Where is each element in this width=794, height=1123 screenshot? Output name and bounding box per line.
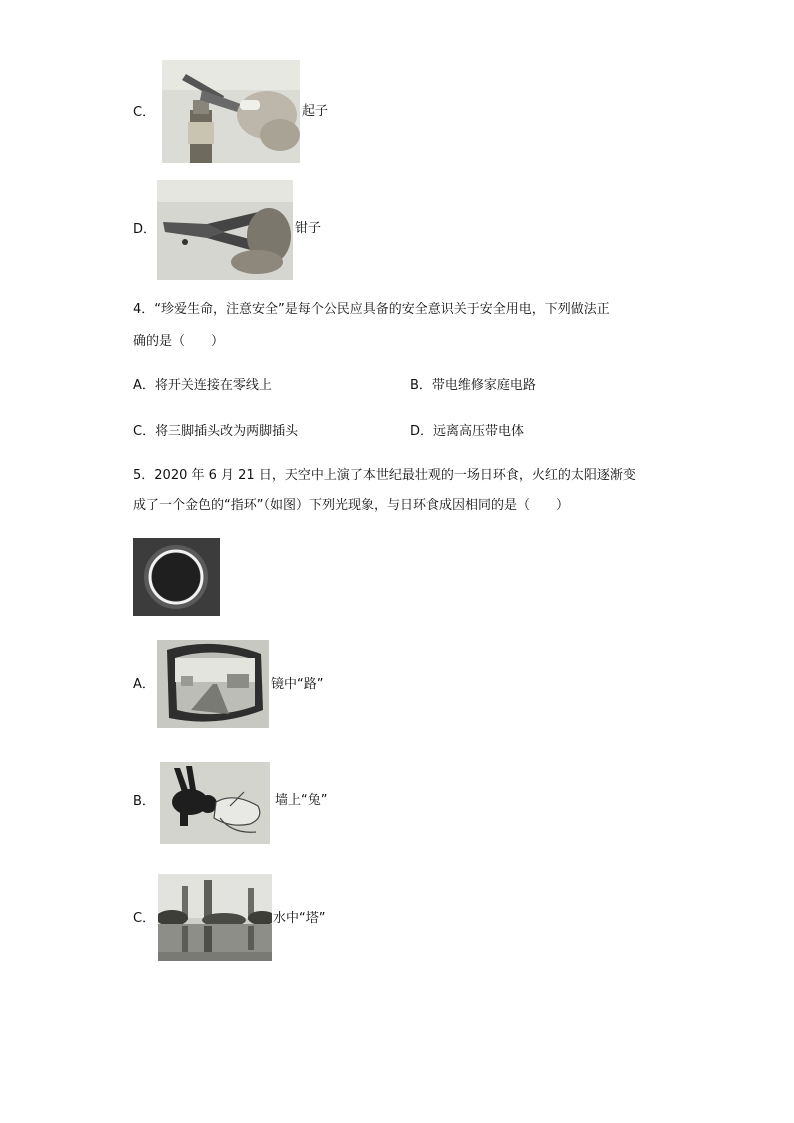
q4-option-d: D．远离高压带电体 bbox=[410, 424, 525, 439]
q3-option-c-letter: C． bbox=[133, 105, 156, 120]
q5-stem-line1: 5．2020 年 6 月 21 日，天空中上演了本世纪最壮观的一场日环食，火红的太阳逐渐变 bbox=[133, 468, 636, 483]
bottle-opener-photo bbox=[162, 60, 300, 163]
annular-eclipse-photo bbox=[133, 538, 220, 616]
pagoda-reflection-photo bbox=[158, 874, 272, 961]
car-mirror-photo bbox=[157, 640, 269, 728]
q5-option-a-letter: A． bbox=[133, 677, 155, 692]
q3-option-d-label: 钳子 bbox=[295, 221, 322, 236]
q3-option-c-label: 起子 bbox=[302, 104, 329, 119]
q4-option-c: C．将三脚插头改为两脚插头 bbox=[133, 424, 299, 439]
q5-option-c-letter: C． bbox=[133, 911, 156, 926]
q5-option-b-letter: B． bbox=[133, 794, 155, 809]
pliers-photo bbox=[157, 180, 293, 280]
q5-option-b-label: 墙上“兔” bbox=[275, 793, 328, 808]
q4-stem-line2: 确的是（ ） bbox=[133, 334, 225, 349]
q5-option-a-label: 镜中“路” bbox=[271, 677, 324, 692]
hand-shadow-rabbit-photo bbox=[160, 762, 270, 844]
q5-stem-line2: 成了一个金色的“指环”（如图）下列光现象，与日环食成因相同的是（ ） bbox=[133, 498, 569, 513]
q4-option-a: A．将开关连接在零线上 bbox=[133, 378, 272, 393]
q3-option-d-letter: D． bbox=[133, 222, 157, 237]
q4-stem-line1: 4．“珍爱生命，注意安全”是每个公民应具备的安全意识关于安全用电，下列做法正 bbox=[133, 302, 610, 317]
q4-option-b: B．带电维修家庭电路 bbox=[410, 378, 536, 393]
q5-option-c-label: 水中“塔” bbox=[273, 911, 326, 926]
